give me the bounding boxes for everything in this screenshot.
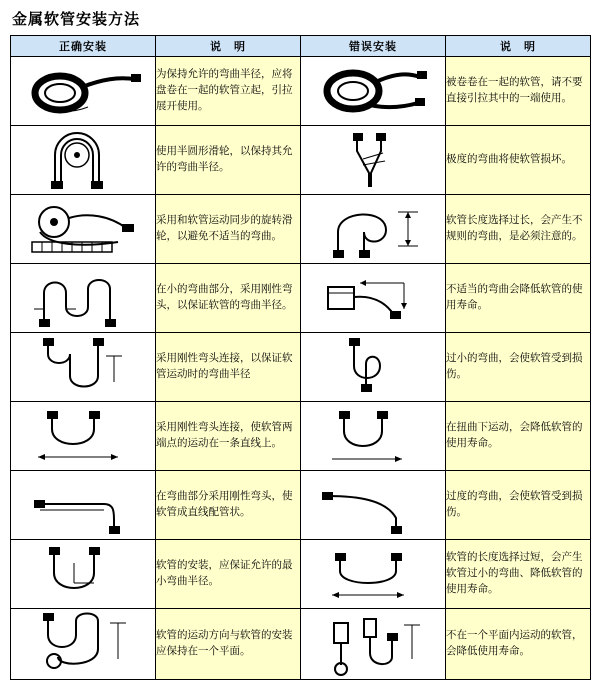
rotating-pulley-chain-icon <box>11 198 155 260</box>
twisted-u-bend-icon <box>301 405 445 467</box>
improper-bend-block-icon <box>301 267 445 329</box>
table-row <box>11 264 591 333</box>
hose-installation-table <box>10 35 591 680</box>
figure-cell-correct <box>11 402 156 471</box>
tight-u-bend-icon <box>301 336 445 398</box>
table-row <box>11 195 591 264</box>
semicircle-pulley-icon <box>11 129 155 191</box>
description-cell: 软管的长度选择过短，会产生软管过小的弯曲、降低软管的使用寿命。 <box>446 540 591 609</box>
rigid-elbow-straight-line-icon <box>11 405 155 467</box>
description-cell: 采用刚性弯头连接，使软管两端点的运动在一条直线上。 <box>156 402 301 471</box>
over-bend-elbow-icon <box>301 474 445 536</box>
figure-cell-correct <box>11 264 156 333</box>
figure-cell-wrong <box>301 609 446 680</box>
description-cell: 不在一个平面内运动的软管，会降低使用寿命。 <box>446 609 591 680</box>
rigid-elbow-u-bend-icon <box>11 336 155 398</box>
description-cell: 过小的弯曲，会使软管受到损伤。 <box>446 333 591 402</box>
header-description-2: 说 明 <box>446 36 591 57</box>
figure-cell-wrong <box>301 126 446 195</box>
table-row <box>11 126 591 195</box>
description-cell: 被卷卷在一起的软管，请不要直接引拉其中的一端使用。 <box>446 57 591 126</box>
figure-cell-correct <box>11 333 156 402</box>
description-cell: 在小的弯曲部分，采用刚性弯头，以保证软管的弯曲半径。 <box>156 264 301 333</box>
description-cell: 软管长度选择过长，会产生不规则的弯曲，是必须注意的。 <box>446 195 591 264</box>
header-description-1: 说 明 <box>156 36 301 57</box>
description-cell: 采用和软管运动同步的旋转滑轮，以避免不适当的弯曲。 <box>156 195 301 264</box>
coiled-hose-flat-icon <box>11 61 155 121</box>
table-row <box>11 333 591 402</box>
description-cell: 采用刚性弯头连接，以保证软管运动时的弯曲半径 <box>156 333 301 402</box>
too-long-hose-icon <box>301 543 445 605</box>
out-of-plane-motion-icon <box>301 609 445 679</box>
header-correct-install: 正确安装 <box>11 36 156 57</box>
figure-cell-correct <box>11 540 156 609</box>
figure-cell-correct <box>11 471 156 540</box>
table-row <box>11 540 591 609</box>
rigid-elbow-small-bend-icon <box>11 267 155 329</box>
figure-cell-wrong <box>301 195 446 264</box>
table-row <box>11 471 591 540</box>
description-cell: 不适当的弯曲会降低软管的使用寿命。 <box>446 264 591 333</box>
description-cell: 极度的弯曲将使软管损坏。 <box>446 126 591 195</box>
table-row <box>11 57 591 126</box>
figure-cell-correct <box>11 195 156 264</box>
description-cell: 软管的运动方向与软管的安装应保持在一个平面。 <box>156 609 301 680</box>
coiled-hose-pulled-icon <box>301 61 445 121</box>
figure-cell-correct <box>11 57 156 126</box>
description-cell: 软管的安装，应保证允许的最小弯曲半径。 <box>156 540 301 609</box>
figure-cell-wrong <box>301 333 446 402</box>
figure-cell-wrong <box>301 57 446 126</box>
description-cell: 在弯曲部分采用刚性弯头，使软管成直线配管状。 <box>156 471 301 540</box>
figure-cell-wrong <box>301 402 446 471</box>
sharp-bend-icon <box>301 129 445 191</box>
same-plane-motion-icon <box>11 609 155 679</box>
figure-cell-wrong <box>301 471 446 540</box>
figure-cell-correct <box>11 609 156 680</box>
description-cell: 使用半圆形滑轮，以保持其允许的弯曲半径。 <box>156 126 301 195</box>
description-cell: 在扭曲下运动，会降低软管的使用寿命。 <box>446 402 591 471</box>
table-row <box>11 609 591 680</box>
table-row <box>11 402 591 471</box>
straight-pipe-elbow-icon <box>11 474 155 536</box>
figure-cell-wrong <box>301 264 446 333</box>
page-title: 金属软管安装方法 <box>12 10 141 28</box>
description-cell: 为保持允许的弯曲半径，应将盘卷在一起的软管立起，引拉展开使用。 <box>156 57 301 126</box>
minimum-radius-u-icon <box>11 543 155 605</box>
table-header-row <box>11 36 591 57</box>
description-cell: 过度的弯曲，会使软管受到损伤。 <box>446 471 591 540</box>
long-loose-hose-icon <box>301 198 445 260</box>
header-wrong-install: 错误安装 <box>301 36 446 57</box>
figure-cell-correct <box>11 126 156 195</box>
figure-cell-wrong <box>301 540 446 609</box>
